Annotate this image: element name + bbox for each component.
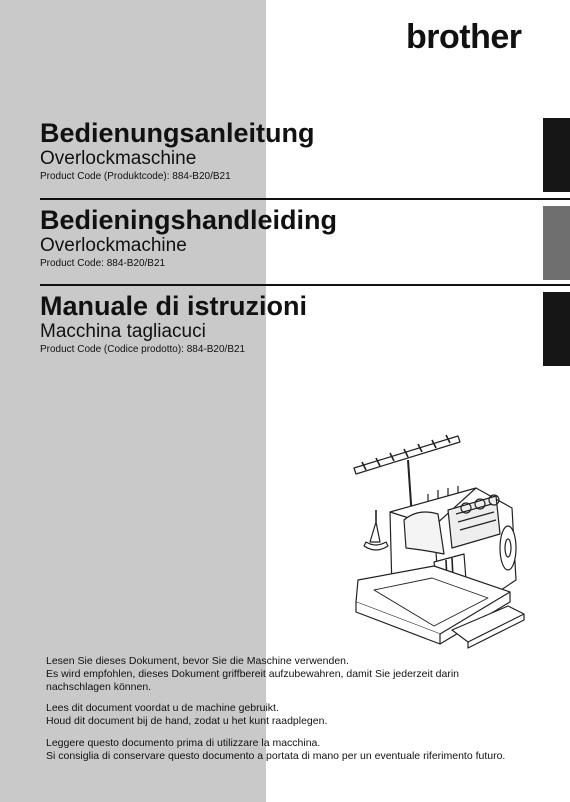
language-tab-german: [543, 118, 570, 192]
note-line: Houd dit document bij de hand, zodat u het kunt raadplegen.: [46, 715, 328, 727]
note-line: Es wird empfohlen, dieses Dokument griffbereit aufzubewahren, damit Sie jederzeit darin: [46, 668, 460, 680]
note-line: Si consiglia di conservare questo documento a portata di mano per un eventuale riferimento futuro.: [46, 750, 506, 762]
section-title: Manuale di istruzioni: [40, 291, 308, 321]
section-german: [40, 118, 315, 183]
section-italian: [40, 291, 307, 356]
usage-notes-german: [46, 655, 459, 694]
brother-logo: brother: [406, 18, 522, 56]
section-title: Bedieningshandleiding: [40, 205, 338, 235]
usage-notes-dutch: [46, 702, 327, 728]
note-line: Lees dit document voordat u de machine gebruikt.: [46, 702, 279, 714]
section-subtitle: Overlockmaschine: [40, 148, 197, 169]
section-divider: [40, 198, 570, 200]
usage-notes-italian: [46, 737, 505, 763]
product-code: Product Code: 884-B20/B21: [40, 258, 166, 269]
product-code: Product Code (Codice prodotto): 884-B20/B21: [40, 344, 246, 355]
note-line: nachschlagen können.: [46, 681, 152, 693]
product-code: Product Code (Produktcode): 884-B20/B21: [40, 171, 231, 182]
section-dutch: [40, 205, 337, 270]
note-line: Lesen Sie dieses Dokument, bevor Sie die Maschine verwenden.: [46, 655, 349, 667]
section-subtitle: Macchina tagliacuci: [40, 321, 206, 342]
overlock-machine-illustration: [348, 430, 530, 652]
language-tab-italian: [543, 292, 570, 366]
note-line: Leggere questo documento prima di utilizzare la macchina.: [46, 737, 321, 749]
section-divider: [40, 284, 570, 286]
section-subtitle: Overlockmachine: [40, 235, 187, 256]
section-title: Bedienungsanleitung: [40, 118, 315, 148]
language-tab-dutch: [543, 206, 570, 280]
